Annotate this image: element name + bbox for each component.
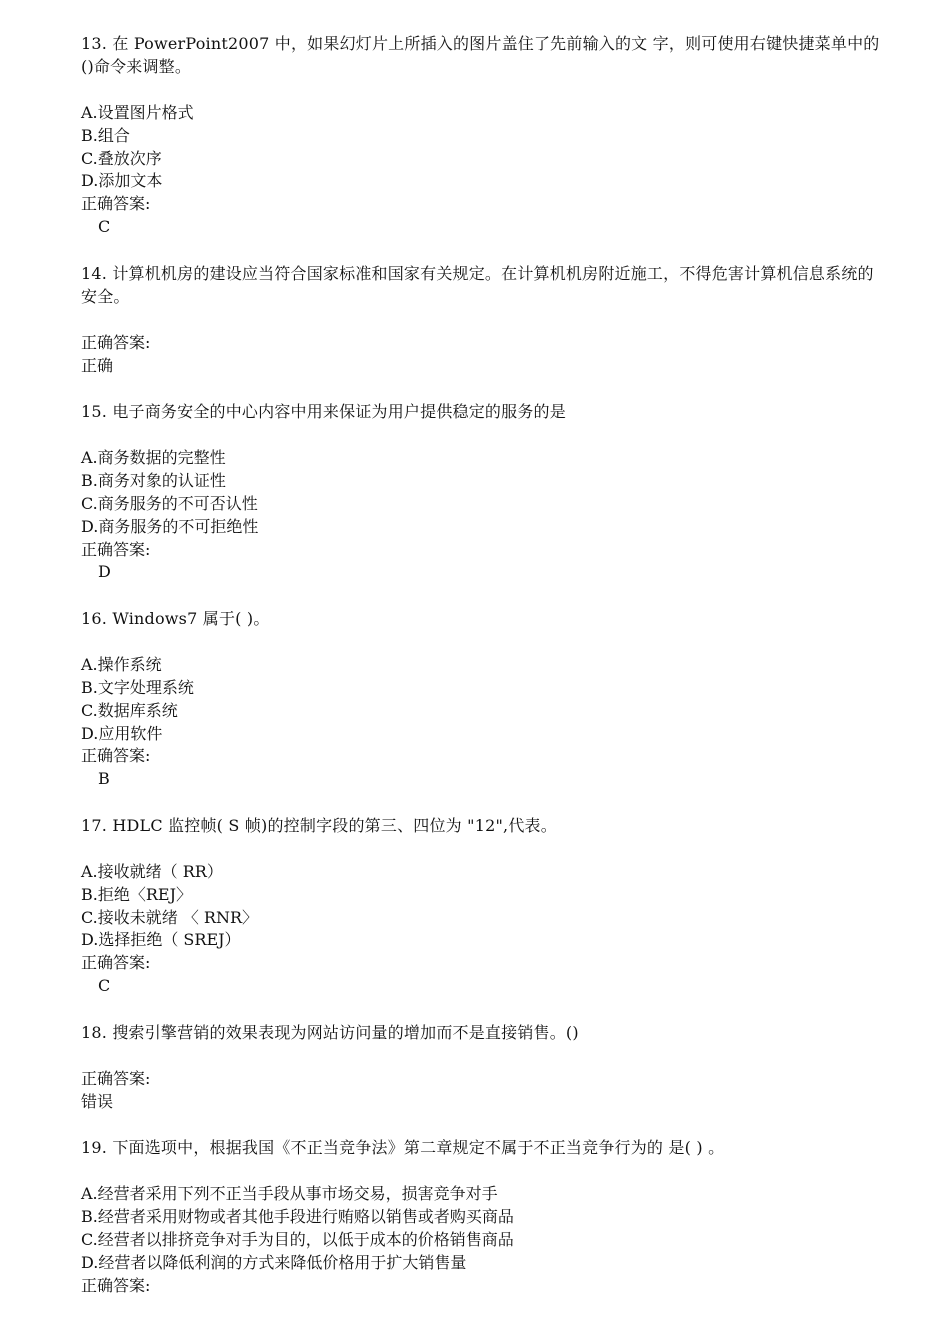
option-a: A.商务数据的完整性 — [81, 448, 226, 468]
question-18 — [81, 1021, 881, 1114]
option-d: D.应用软件 — [81, 723, 163, 743]
option-b: B.商务对象的认证性 — [81, 471, 226, 491]
answer-label: 正确答案: — [81, 332, 151, 352]
option-d: D.选择拒绝（ SREJ） — [81, 930, 241, 950]
option-d: D.商务服务的不可拒绝性 — [81, 516, 259, 536]
question-title: 15. 电子商务安全的中心内容中用来保证为用户提供稳定的服务的是 — [81, 402, 566, 422]
option-a: A.设置图片格式 — [81, 103, 194, 122]
option-c: C.数据库系统 — [81, 700, 178, 720]
answer-value: C — [98, 216, 111, 236]
answer-label: 正确答案: — [81, 746, 151, 766]
question-14 — [81, 262, 881, 378]
question-title: 13. 在 PowerPoint2007 中，如果幻灯片上所插入的图片盖住了先前输入的文 字，则可使用右键快捷菜单中的()命令来调整。 — [81, 34, 880, 76]
answer-label: 正确答案: — [81, 1275, 151, 1295]
question-17 — [81, 814, 881, 998]
option-c: C.经营者以排挤竞争对手为目的，以低于成本的价格销售商品 — [81, 1229, 514, 1249]
option-b: B.拒绝〈REJ〉 — [81, 884, 192, 904]
question-title: 17. HDLC 监控帧( S 帧)的控制字段的第三、四位为 "12",代表。 — [81, 815, 557, 835]
options-list — [81, 447, 881, 538]
question-title: 14. 计算机机房的建设应当符合国家标准和国家有关规定。在计算机机房附近施工，不得危害计算机信息系统的安全。 — [81, 263, 874, 306]
answer-label: 正确答案: — [81, 539, 151, 559]
option-a: A.操作系统 — [81, 655, 162, 675]
question-title: 18. 搜索引擎营销的效果表现为网站访问量的增加而不是直接销售。() — [81, 1022, 579, 1042]
options-list — [81, 861, 881, 952]
options-list — [81, 102, 881, 193]
answer-value: C — [98, 975, 111, 995]
option-a: A.经营者采用下列不正当手段从事市场交易，损害竞争对手 — [81, 1184, 498, 1204]
answer-value: 错误 — [81, 1091, 114, 1111]
answer-label: 正确答案: — [81, 953, 151, 973]
option-c: C.商务服务的不可否认性 — [81, 493, 258, 513]
option-b: B.组合 — [81, 125, 130, 145]
options-list — [81, 654, 881, 745]
question-15 — [81, 400, 881, 584]
answer-value: B — [98, 769, 110, 789]
option-d: D.经营者以降低利润的方式来降低价格用于扩大销售量 — [81, 1252, 467, 1272]
option-c: C.接收未就绪 〈 RNR〉 — [81, 907, 259, 927]
option-b: B.经营者采用财物或者其他手段进行贿赂以销售或者购买商品 — [81, 1207, 514, 1227]
option-c: C.叠放次序 — [81, 148, 162, 168]
answer-value: D — [98, 562, 111, 582]
question-document — [81, 32, 881, 1297]
answer-label: 正确答案: — [81, 194, 151, 214]
question-13 — [81, 32, 881, 239]
option-d: D.添加文本 — [81, 171, 163, 191]
answer-label: 正确答案: — [81, 1068, 151, 1088]
question-title: 16. Windows7 属于( )。 — [81, 609, 270, 629]
question-title: 19. 下面选项中，根据我国《不正当竞争法》第二章规定不属于不正当竞争行为的 是( ) 。 — [81, 1138, 725, 1158]
options-list — [81, 1183, 881, 1274]
answer-value: 正确 — [81, 355, 114, 375]
question-16 — [81, 607, 881, 791]
option-a: A.接收就绪（ RR） — [81, 861, 223, 881]
question-19 — [81, 1136, 881, 1297]
option-b: B.文字处理系统 — [81, 677, 194, 697]
